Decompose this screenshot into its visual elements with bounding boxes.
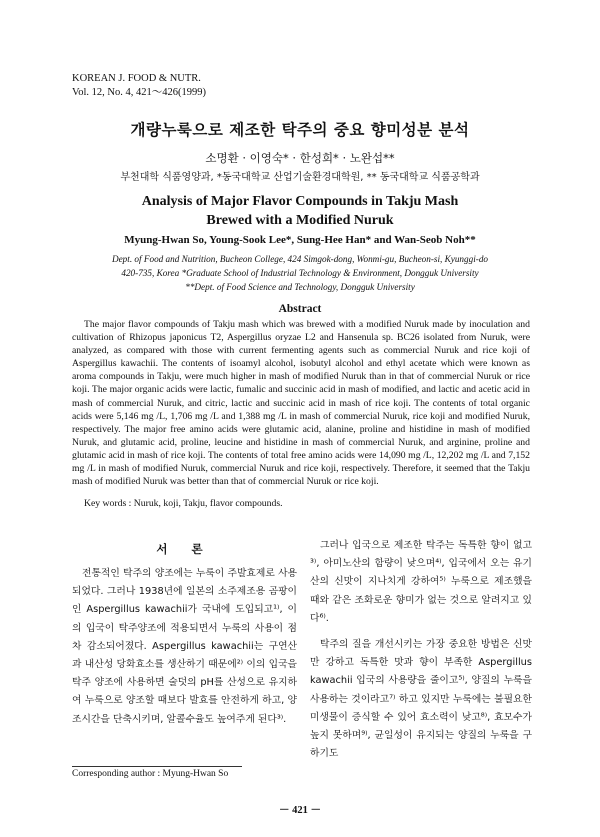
page-number: － 421 － <box>279 805 321 816</box>
section-heading-introduction: 서 론 <box>156 542 213 556</box>
keywords: Key words : Nuruk, koji, Takju, flavor compounds. <box>84 498 283 509</box>
footnote-divider <box>72 766 242 767</box>
english-title-line-1: Analysis of Major Flavor Compounds in Takju Mash <box>141 194 459 209</box>
english-title <box>0 192 600 230</box>
left-paragraph-1: 전통적인 탁주의 양조에는 누룩이 주발효제로 사용되었다. 그러나 1938년에 일본의 소주제조용 곰팡이인 Aspergillus kawachii가 국내에 도입되고¹⁾, 이의 입국이 탁주양조에 적용되면서 누룩의 사용이 점차 감소되어졌다. Aspergillus kawachii는 구연산과 내산성 당화효소를 생산하기 때문에²⁾ 이의 입국을 탁주 양조에 사용하면 술덧의 pH를 산성으로 유지하여 누룩으로 양조할 때보다 발효를 안전하게 하고, 양조시간을 단축시키며, 알콜수율도 높여주게 된다³⁾. <box>72 568 297 725</box>
abstract-heading: Abstract <box>278 303 322 315</box>
korean-authors: 소명환 · 이영숙* · 한성희* · 노완섭** <box>205 151 395 165</box>
journal-name: KOREAN J. FOOD & NUTR. <box>72 73 201 84</box>
affiliation-line-1: Dept. of Food and Nutrition, Bucheon College, 424 Simgok-dong, Wonmi-gu, Bucheon-si, Kyunggi-do <box>111 254 489 264</box>
english-authors: Myung-Hwan So, Young-Sook Lee*, Sung-Hee Han* and Wan-Seob Noh** <box>124 234 476 246</box>
affiliation-line-3: **Dept. of Food Science and Technology, Dongguk University <box>185 282 415 292</box>
journal-header <box>72 72 206 100</box>
right-paragraph-2: 탁주의 질을 개선시키는 가장 중요한 방법은 신맛만 강하고 독특한 맛과 향이 부족한 Aspergillus kawachii 입국의 사용량을 줄이고⁵⁾, 양질의 누룩을 사용하는 것이라고⁷⁾ 하고 있지만 누룩에는 불필요한 미생물이 증식할 수 있어 효소력이 낮고⁸⁾, 효모수가 높지 못하며⁹⁾, 균일성이 유지되는 양질의 누룩을 구하기도 <box>310 639 532 760</box>
abstract-body: The major flavor compounds of Takju mash which was brewed with a modified Nuruk made by inoculation and cultivation of Rhizopus japonicus T2, Aspergillus oryzae L2 and Hansenula sp. BC26 isolated from Nuruk, were analyzed, as compared with those with current fermenting agents such as commercial Nuruk and rice koji of Aspergillus kawachii. The contents of isoamyl alcohol, isobutyl alcohol and ethyl acetate which were known as aroma compounds in Takju, were much higher in mash of modified Nuruk than in that of commercial Nuruk or rice koji. The major organic acids were lactic, fumalic and succinic acid in mash of modified, and lactic and acetic acid in mash of commercial Nuruk, and citric, lactic and succinic acid in mash of rice koji. The contents of total organic acids were 5,146 mg /L, 1,706 mg /L and 1,388 mg /L in mash of commercial Nuruk, rice koji and modified Nuruk, respectively. The major free amino acids were glutamic acid, alanine, proline and histidine in mash of modified Nuruk, and glutamic acid, proline, leucine and histidine in mash of commercial Nuruk, and arginine, proline and glutamic acid in mash of rice koji. The contents of total free amino acids were 14,090 mg /L, 12,202 mg /L and 7,152 mg /L in mash of modified Nuruk, commercial Nuruk and rice koji, respectively. Therefore, it seemed that the Takju mash of modified Nuruk was better than that of commercial Nuruk or rice koji. <box>72 319 530 488</box>
journal-volume: Vol. 12, No. 4, 421～426(1999) <box>72 87 206 98</box>
affiliation-line-2: 420-735, Korea *Graduate School of Industrial Technology & Environment, Dongguk University <box>121 268 479 278</box>
korean-title: 개량누룩으로 제조한 탁주의 중요 향미성분 분석 <box>130 121 470 139</box>
english-title-line-2: Brewed with a Modified Nuruk <box>206 213 394 228</box>
right-column <box>310 537 532 771</box>
left-column <box>72 565 297 737</box>
english-affiliations <box>72 252 528 294</box>
corresponding-author-footnote: Corresponding author : Myung-Hwan So <box>72 769 229 779</box>
korean-affiliations: 부천대학 식품영양과, *동국대학교 산업기술환경대학원, ** 동국대학교 식품공학과 <box>120 172 480 183</box>
right-paragraph-1: 그러나 입국으로 제조한 탁주는 독특한 향이 없고³⁾, 아미노산의 함량이 낮으며⁴⁾, 입국에서 오는 유기산의 신맛이 지나치게 강하여⁵⁾ 누룩으로 제조했을 때와 같은 조화로운 향미가 없는 것으로 알려지고 있다⁶⁾. <box>310 540 532 624</box>
